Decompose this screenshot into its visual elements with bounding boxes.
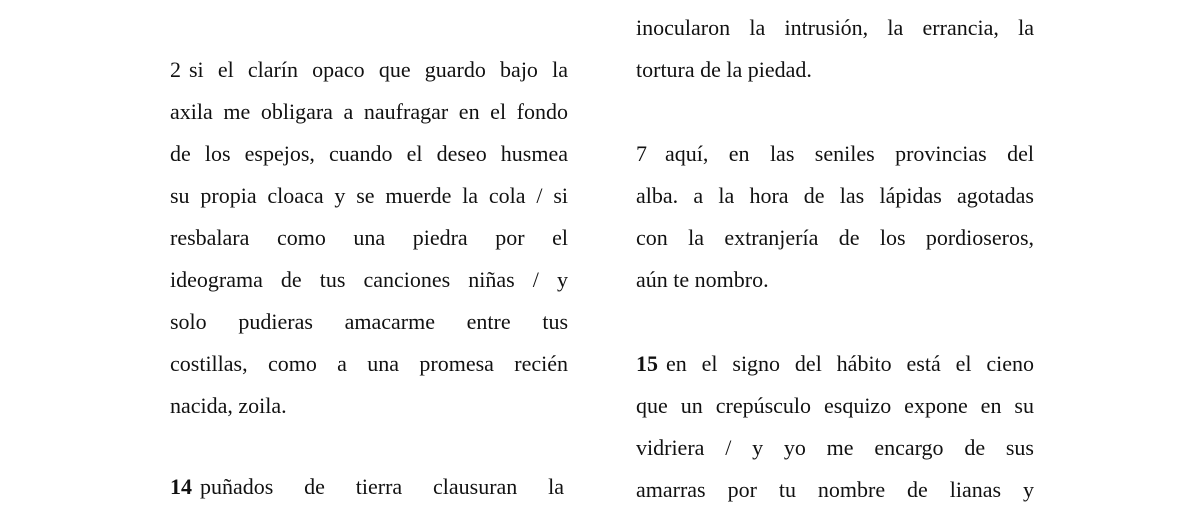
stanza-2-line-6: ideograma de tus canciones niñas / y — [170, 267, 568, 292]
stanza-15-line-4: amarras por tu nombre de lianas y — [636, 477, 1034, 502]
stanza-2-line-7: solo pudieras amacarme entre tus — [170, 309, 568, 334]
stanza-7-text-1: aquí, en las seniles provincias del — [665, 141, 1034, 166]
stanza-prev-line-1: inocularon la intrusión, la errancia, la — [636, 15, 1034, 40]
stanza-7-line-3: con la extranjería de los pordioseros, — [636, 225, 1034, 250]
stanza-number-7: 7 — [636, 141, 647, 166]
stanza-number-2: 2 — [170, 57, 181, 82]
stanza-2-text-1: si el clarín opaco que guardo bajo la — [189, 57, 568, 82]
stanza-prev-line-2: tortura de la piedad. — [636, 57, 812, 82]
stanza-14-text-1: puñados de tierra clausuran la — [200, 474, 564, 499]
stanza-number-15: 15 — [636, 351, 658, 376]
stanza-number-14: 14 — [170, 474, 192, 499]
stanza-2-line-3: de los espejos, cuando el deseo husmea — [170, 141, 568, 166]
stanza-15-line-1 — [636, 351, 1034, 377]
stanza-7-line-2: alba. a la hora de las lápidas agotadas — [636, 183, 1034, 208]
stanza-2-line-5: resbalara como una piedra por el — [170, 225, 568, 250]
stanza-14-line-1 — [170, 474, 564, 500]
stanza-2-line-4: su propia cloaca y se muerde la cola / si — [170, 183, 568, 208]
stanza-15-text-1: en el signo del hábito está el cieno — [666, 351, 1034, 376]
stanza-7-line-1 — [636, 141, 1034, 167]
stanza-2-line-1 — [170, 57, 568, 83]
stanza-2-line-8: costillas, como a una promesa recién — [170, 351, 568, 376]
stanza-2-line-2: axila me obligara a naufragar en el fondo — [170, 99, 568, 124]
stanza-7-line-4: aún te nombro. — [636, 267, 769, 292]
stanza-15-line-3: vidriera / y yo me encargo de sus — [636, 435, 1034, 460]
stanza-2-line-9: nacida, zoila. — [170, 393, 287, 418]
stanza-15-line-2: que un crepúsculo esquizo expone en su — [636, 393, 1034, 418]
